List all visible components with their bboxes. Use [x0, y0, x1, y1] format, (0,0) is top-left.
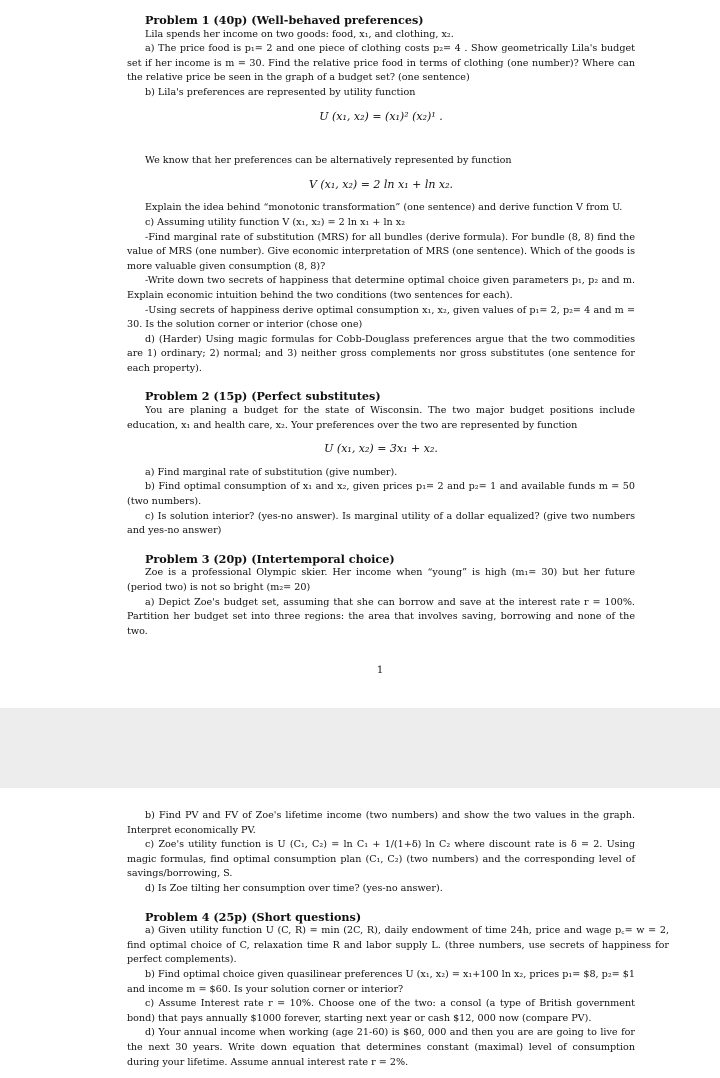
problem-1-mrs: -Find marginal rate of substitution (MRS) for all bundles (derive formula). For bundle (8, 8) find the value of MRS (one number). Give economic interpretation of MRS (one sentence). Which of the goods is more valuable given consumption (8, 8)?	[127, 231, 635, 272]
problem-2-part-a: a) Find marginal rate of substitution (give number).	[145, 466, 398, 478]
problem-2-part-c: c) Is solution interior? (yes-no answer). Is marginal utility of a dollar equalized? (give two numbers and yes-no answer)	[127, 510, 635, 537]
problem-1-secrets: -Write down two secrets of happiness that determine optimal choice given parameters p₁, p₂ and m. Explain economic intuition behind the two conditions (two sentences for each).	[127, 275, 635, 301]
problem-1-title: Problem 1 (40p) (Well-behaved preferences)	[145, 13, 424, 27]
problem-3-part-b: b) Find PV and FV of Zoe's lifetime income (two numbers) and show the two values in the graph. Interpret economically PV.	[127, 810, 635, 836]
equation-perfect-substitutes: U (x₁, x₂) = 3x₁ + x₂.	[324, 442, 438, 456]
problem-3-title: Problem 3 (20p) (Intertemporal choice)	[145, 551, 395, 566]
problem-1-know: We know that her preferences can be alternatively represented by function	[145, 155, 512, 167]
problem-4-title: Problem 4 (25p) (Short questions)	[145, 909, 362, 924]
page-2	[0, 788, 720, 1078]
problem-3-part-c: c) Zoe's utility function is U (C₁, C₂) = ln C₁ + 1/(1+δ) ln C₂ where discount rate is δ = 2. Using magic formulas, find optimal consumption plan (C₁, C₂) (two numbers) and the corresponding level of savings/borrowing, S.	[127, 839, 635, 880]
problem-3-part-d: d) Is Zoe tilting her consumption over time? (yes-no answer).	[145, 882, 443, 894]
problem-1-explain: Explain the idea behind “monotonic transformation” (one sentence) and derive function V from U.	[145, 202, 623, 214]
page-1-content	[127, 13, 635, 639]
problem-1-part-a: a) The price food is p₁= 2 and one piece of clothing costs p₂= 4 . Show geometrically Lila's budget set if her income is m = 30. Find the relative price food in terms of clothing (one number)? Where can the relative price be seen in the graph of a budget set? (one sentence)	[127, 43, 635, 84]
problem-2-part-b: b) Find optimal consumption of x₁ and x₂, given prices p₁= 2 and p₂= 1 and available funds m = 50 (two numbers).	[127, 481, 635, 508]
problem-1-intro: Lila spends her income on two goods: food, x₁, and clothing, x₂.	[145, 28, 454, 40]
problem-4-part-a: a) Given utility function U (C, R) = min (2C, R), daily endowment of time 24h, price and wage p꜀= w = 2, find optimal choice of C, relaxation time R and labor supply L. (three numbers, use secrets of happiness for perfect complements).	[127, 925, 669, 966]
problem-4-part-c: c) Assume Interest rate r = 10%. Choose one of the two: a consol (a type of British government bond) that pays annually $1000 forever, starting next year or cash $12, 000 now (compare PV).	[127, 998, 635, 1024]
problem-3-part-a: a) Depict Zoe's budget set, assuming that she can borrow and save at the interest rate r = 100%. Partition her budget set into three regions: the area that involves saving, borrowing and none of the two.	[127, 596, 635, 637]
page-number: 1	[376, 665, 384, 676]
problem-2-title: Problem 2 (15p) (Perfect substitutes)	[145, 389, 381, 404]
problem-1-part-b: b) Lila's preferences are represented by utility function	[145, 86, 416, 98]
problem-4-part-d: d) Your annual income when working (age 21-60) is $60, 000 and then you are are going to live for the next 30 years. Write down equation that determines constant (maximal) level of consumption during your lifetime. Assume annual interest rate r = 2%.	[127, 1027, 635, 1068]
equation-u: U (x₁, x₂) = (x₁)² (x₂)¹ .	[319, 109, 443, 123]
problem-2-intro: You are planing a budget for the state of Wisconsin. The two major budget positions include education, x₁ and health care, x₂. Your preferences over the two are represented by function	[127, 405, 635, 431]
problem-3-intro: Zoe is a professional Olympic skier. Her income when “young” is high (m₁= 30) but her future (period two) is not so bright (m₂= 20)	[127, 567, 635, 593]
problem-1-part-c: c) Assuming utility function V (x₁, x₂) = 2 ln x₁ + ln x₂	[145, 216, 406, 228]
problem-4-part-b: b) Find optimal choice given quasilinear preferences U (x₁, x₂) = x₁+100 ln x₂, prices p₁= $8, p₂= $1 and income m = $60. Is your solution corner or interior?	[127, 968, 635, 995]
page-2-content	[127, 809, 669, 1070]
problem-1-using: -Using secrets of happiness derive optimal consumption x₁, x₂, given values of p₁= 2, p₂= 4 and m = 30. Is the solution corner or interior (chose one)	[127, 304, 635, 331]
problem-1-part-d: d) (Harder) Using magic formulas for Cobb-Douglass preferences argue that the two commodities are 1) ordinary; 2) normal; and 3) neither gross complements nor gross substitutes (one sentence for each property).	[127, 333, 635, 374]
equation-v: V (x₁, x₂) = 2 ln x₁ + ln x₂.	[308, 177, 454, 191]
page-separator	[0, 708, 720, 788]
